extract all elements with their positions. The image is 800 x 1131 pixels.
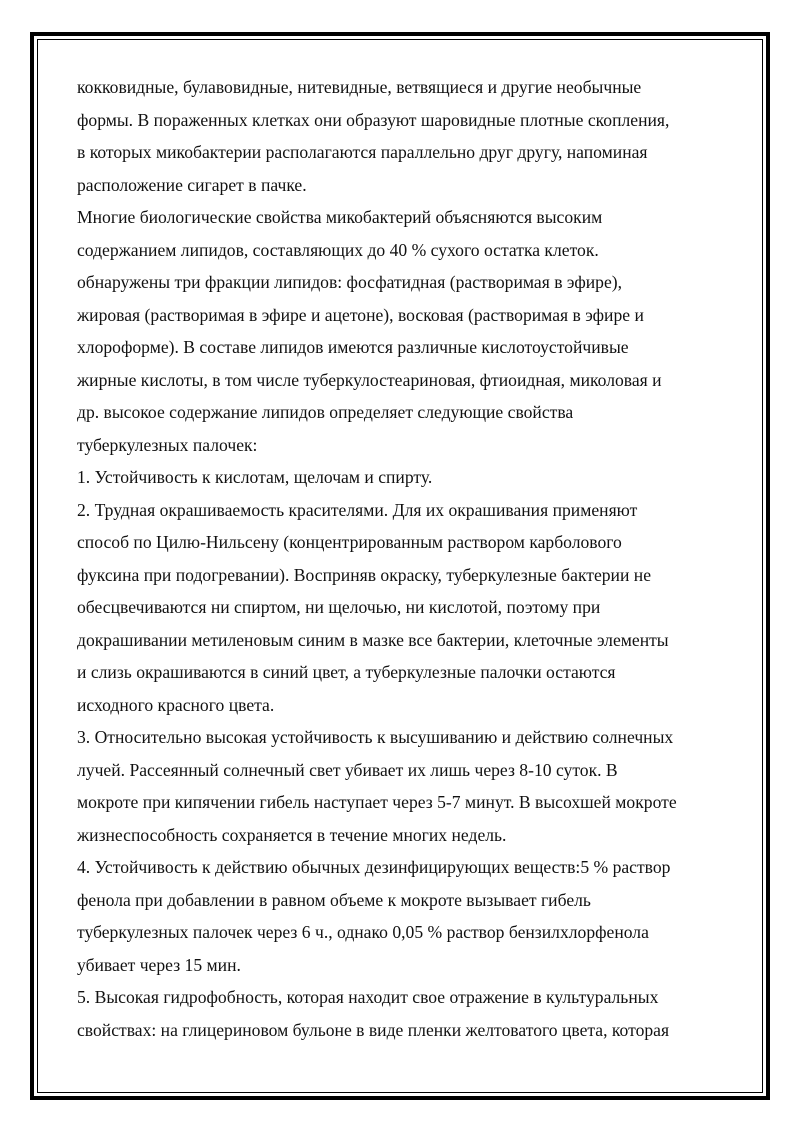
text-line: убивает через 15 мин. <box>77 954 241 975</box>
text-line: лучей. Рассеянный солнечный свет убивает их лишь через 8-10 суток. В <box>77 759 618 780</box>
text-line: обесцвечиваются ни спиртом, ни щелочью, ни кислотой, поэтому при <box>77 597 601 617</box>
text-line: мокроте при кипячении гибель наступает через 5-7 минут. В высохшей мокроте <box>77 792 677 812</box>
text-line: Многие биологические свойства микобактерий объясняются высоким <box>77 207 603 227</box>
document-body <box>77 71 725 1046</box>
text-line: свойствах: на глицериновом бульоне в виде пленки желтоватого цвета, которая <box>77 1019 670 1040</box>
text-line: жировая (растворимая в эфире и ацетоне), восковая (растворимая в эфире и <box>77 304 644 325</box>
text-line: кокковидные, булавовидные, нитевидные, ветвящиеся и другие необычные <box>77 77 642 97</box>
list-item-5: 5. Высокая гидрофобность, которая находит свое отражение в культуральных <box>77 987 659 1007</box>
list-item-2: 2. Трудная окрашиваемость красителями. Для их окрашивания применяют <box>77 499 638 520</box>
text-line: др. высокое содержание липидов определяет следующие свойства <box>77 402 574 422</box>
list-item-4: 4. Устойчивость к действию обычных дезинфицирующих веществ:5 % раствор <box>77 857 671 877</box>
text-line: хлороформе). В составе липидов имеются различные кислотоустойчивые <box>77 337 629 357</box>
text-line: туберкулезных палочек: <box>77 434 258 455</box>
text-line: способ по Цилю-Нильсену (концентрированным раствором карболового <box>77 532 622 552</box>
text-line: в которых микобактерии располагаются параллельно друг другу, напоминая <box>77 142 648 162</box>
text-line: фуксина при подогревании). Восприняв окраску, туберкулезные бактерии не <box>77 564 652 585</box>
text-line: докрашивании метиленовым синим в мазке все бактерии, клеточные элементы <box>77 629 669 650</box>
text-line: формы. В пораженных клетках они образуют шаровидные плотные скопления, <box>77 109 670 130</box>
text-line: и слизь окрашиваются в синий цвет, а туберкулезные палочки остаются <box>77 662 616 682</box>
text-line: обнаружены три фракции липидов: фосфатидная (растворимая в эфире), <box>77 272 623 292</box>
text-line: туберкулезных палочек через 6 ч., однако 0,05 % раствор бензилхлорфенола <box>77 922 649 942</box>
text-line: жизнеспособность сохраняется в течение многих недель. <box>77 824 507 845</box>
text-line: содержанием липидов, составляющих до 40 % сухого остатка клеток. <box>77 239 599 260</box>
list-item-1: 1. Устойчивость к кислотам, щелочам и спирту. <box>77 467 433 487</box>
text-line: расположение сигарет в пачке. <box>77 174 307 195</box>
text-line: жирные кислоты, в том числе туберкулостеариновая, фтиоидная, миколовая и <box>77 369 662 390</box>
text-line: исходного красного цвета. <box>77 694 275 715</box>
list-item-3: 3. Относительно высокая устойчивость к высушиванию и действию солнечных <box>77 727 674 747</box>
text-line: фенола при добавлении в равном объеме к мокроте вызывает гибель <box>77 889 591 910</box>
